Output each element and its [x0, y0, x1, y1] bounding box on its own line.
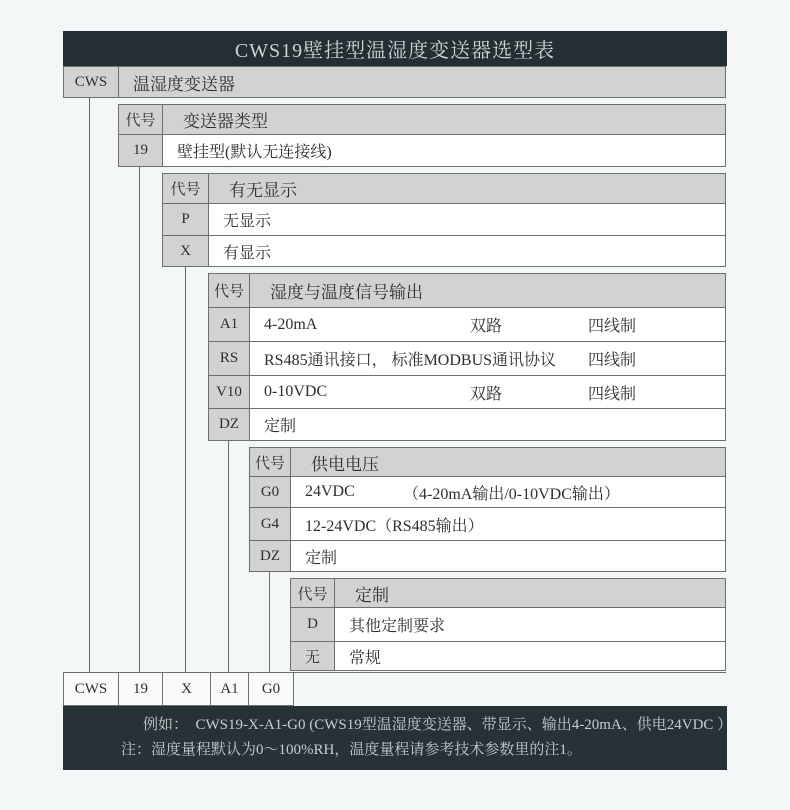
cell-r18-desc: 常规 — [334, 641, 726, 671]
cell-r2-desc: 变送器类型 — [162, 104, 726, 135]
summary-cell-cws: CWS — [63, 672, 119, 706]
summary-cell-g0: G0 — [248, 672, 294, 706]
page-title: CWS19壁挂型温湿度变送器选型表 — [234, 40, 556, 62]
footer-note: 注：湿度量程默认为0～100%RH，温度量程请参考技术参数里的注1。 — [121, 742, 582, 758]
voltage-label: 24VDC — [305, 483, 355, 500]
cell-r14-code: G4 — [249, 507, 291, 541]
cell-r10-desc — [249, 375, 726, 409]
cell-r6-desc: 有显示 — [208, 235, 726, 267]
cell-r15-desc: 定制 — [290, 540, 726, 572]
cell-r5-desc: 无显示 — [208, 203, 726, 236]
connector-line-19 — [139, 166, 140, 673]
cell-r11-desc: 定制 — [249, 408, 726, 441]
wiring-label: 四线制 — [588, 318, 637, 335]
cell-r15-code: DZ — [249, 540, 291, 572]
cell-r17-code: D — [290, 607, 335, 642]
signal-label: RS485通讯接口， 标准MODBUS通讯协议 — [264, 352, 557, 369]
cell-r11-code: DZ — [208, 408, 250, 441]
cell-r1-desc: 温湿度变送器 — [118, 66, 726, 98]
cell-r8-code: A1 — [208, 307, 250, 342]
cell-r9-desc — [249, 341, 726, 376]
wiring-label: 四线制 — [588, 352, 637, 369]
connector-line-g0 — [269, 571, 270, 673]
wiring-label: 四线制 — [588, 385, 637, 403]
cell-r9-code: RS — [208, 341, 250, 376]
signal-label: 4-20mA — [264, 315, 318, 333]
channel-label: 双路 — [470, 318, 503, 335]
connector-line-a1 — [228, 440, 229, 673]
connector-line-cws — [89, 98, 90, 673]
summary-cell-19: 19 — [118, 672, 163, 706]
cell-r3-code: 19 — [118, 134, 163, 167]
summary-cell-a1: A1 — [210, 672, 249, 706]
connector-line-x — [185, 266, 186, 673]
cell-r7-desc: 湿度与温度信号输出 — [249, 273, 726, 308]
footer-example: 例如： CWS19-X-A1-G0 (CWS19型温湿度变送器、带显示、输出4-20mA、供电24VDC ） — [143, 717, 733, 733]
cell-r4-desc: 有无显示 — [208, 173, 726, 204]
voltage-note: （4-20mA输出/0-10VDC输出） — [403, 485, 620, 503]
cell-r13-desc — [290, 476, 726, 508]
cell-r1-code: CWS — [63, 66, 119, 98]
cell-r6-code: X — [162, 235, 209, 267]
summary-cell-x: X — [162, 672, 211, 706]
cell-r13-code: G0 — [249, 476, 291, 508]
cell-r14-desc: 12-24VDC（RS485输出） — [290, 507, 726, 541]
cell-r7-code: 代号 — [208, 273, 250, 308]
cell-r16-desc: 定制 — [334, 578, 726, 608]
cell-r5-code: P — [162, 203, 209, 236]
cell-r10-code: V10 — [208, 375, 250, 409]
cell-r12-desc: 供电电压 — [290, 447, 726, 477]
signal-label: 0-10VDC — [264, 383, 328, 400]
title-bar — [63, 31, 727, 66]
cell-r17-desc: 其他定制要求 — [334, 607, 726, 642]
cell-r4-code: 代号 — [162, 173, 209, 204]
cell-r16-code: 代号 — [290, 578, 335, 608]
cell-r12-code: 代号 — [249, 447, 291, 477]
cell-r8-desc — [249, 307, 726, 342]
footer-bar — [63, 706, 733, 770]
cell-r2-code: 代号 — [118, 104, 163, 135]
cell-r18-code: 无 — [290, 641, 335, 671]
cell-r3-desc: 壁挂型(默认无连接线) — [162, 134, 726, 167]
channel-label: 双路 — [470, 385, 503, 403]
